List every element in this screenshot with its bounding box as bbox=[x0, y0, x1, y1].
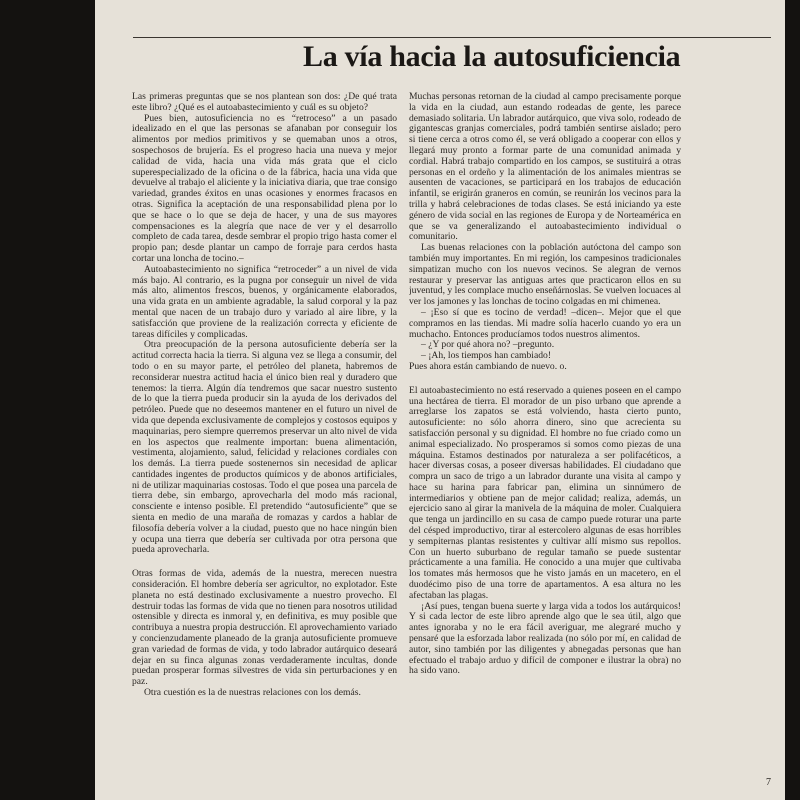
paragraph: Pues ahora están cambiando de nuevo. o. bbox=[409, 360, 567, 372]
paragraph: Otras formas de vida, además de la nuestra, merecen nuestra consideración. El hombre debería ser agricultor, no explotador. Este planeta no está destinado exclusivamente a nuestro provecho. El destruir todas las formas de vida que no tienen para nosotros utilidad ostensible y directa es inmoral y, en definitiva, es muy posible que contribuya a nuestra propia destrucción. El aprovechamiento variado y concienzudamente planeado de la granja autosuficiente promueve gran variedad de formas de vida, y todo labrador autárquico deseará dejar en su finca algunas zonas verdaderamente incultas, donde puedan prosperar formas silvestres de vida sin perturbaciones y en paz. bbox=[132, 568, 397, 688]
page-number: 7 bbox=[766, 777, 771, 788]
dialogue-line: – ¡Ah, los tiempos han cambiado! bbox=[421, 350, 552, 362]
left-column bbox=[132, 92, 397, 792]
page-title: La vía hacia la autosuficiencia bbox=[303, 40, 681, 73]
paragraph: Las buenas relaciones con la población autóctona del campo son también muy importantes. En mi región, los campesinos tradicionales simpatizan mucho con los nuevos vecinos. Se alegran de vernos restaurar y preservar las antiguas artes que practicaron ellos en su juventud, y les complace mucho enseñárnoslas. Se vuelven locuaces al ver los jamones y las lonchas de tocino colgadas en mi chimenea. bbox=[409, 242, 681, 308]
paragraph: Pues bien, autosuficiencia no es “retroceso” a un pasado idealizado en el que las personas se afanaban por conseguir los alimentos por medios primitivos y se quemaban unos a otros, sospechosos de brujería. Es el progreso hacia una nueva y mejor calidad de vida, hacia una vida más grata que el ciclo superespecializado de la oficina o de la fábrica, hacia una vida que devuelve al trabajo el aliciente y la iniciativa diaria, que trae consigo variedad, grandes éxitos en unas ocasiones y enormes fracasos en otras. Significa la aceptación de una responsabilidad plena por lo que se hace o lo que se deja de hacer, y una de sus mayores compensaciones es la alegría que nace de ver y el desarrollo completo de cada tarea, desde sembrar el propio trigo hasta comer el propio pan; desde plantar un campo de forraje para cerdos hasta cortar una loncha de tocino.– bbox=[132, 112, 397, 264]
header-rule bbox=[133, 37, 771, 38]
dialogue-line: – ¡Eso sí que es tocino de verdad! –dicen–. Mejor que el que compramos en las tiendas. Mi madre solía hacerlo cuando yo era un muchacho. Entonces producíamos todos nuestros alimentos. bbox=[409, 306, 681, 340]
paragraph: Muchas personas retornan de la ciudad al campo precisamente porque la vida en la ciudad, aun estando rodeadas de gente, les parece demasiado solitaria. Un labrador autárquico, que viva solo, rodeado de gigantescas granjas comerciales, podrá también sentirse aislado; pero si tiene cerca a otros como él, se verá obligado a cooperar con ellos y llegará muy pronto a formar parte de una comunidad animada y cordial. Habrá trabajo compartido en los campos, se sustituirá a otras personas en el ordeño y la alimentación de los animales mientras se ausenten de vacaciones, se participará en los trabajos de educación infantil, se erigirán graneros en común, se reunirán los vecinos para la trilla y habrá celebraciones de todas clases. Se está iniciando ya este género de vida social en las regiones de Europa y de Norteamérica en que se va generalizando el autoabastecimiento individual o comunitario. bbox=[409, 92, 681, 243]
paragraph: El autoabastecimiento no está reservado a quienes poseen en el campo una hectárea de tierra. El morador de un piso urbano que aprende a arreglarse los zapatos se está volviendo, hasta cierto punto, autosuficiente: no sólo ahorra dinero, sino que acrecienta su satisfacción personal y su dignidad. El hombre no fue criado como un animal especializado. No prosperamos si somos como piezas de una máquina. Estamos destinados por naturaleza a ser polifacéticos, a hacer diversas cosas, a poseer diversas habilidades. El ciudadano que compra un saco de trigo a un labrador durante una visita al campo y hace su harina para fabricar pan, elimina un sinnúmero de intermediarios y obtiene pan de mejor calidad; realiza, además, un ejercicio sano al girar la manivela de la máquina de moler. Cualquiera que tenga un jardincillo en su casa de campo puede roturar una parte del césped improductivo, tirar al estercolero algunas de esas horribles y sempiternas plantas resistentes y cultivar allí mismo sus repollos. Con un huerto suburbano de regular tamaño se puede sustentar prácticamente a una familia. He conocido a una mujer que cultivaba los tomates más hermosos que he visto jamás en un macetero, en el duodécimo piso de una torre de apartamentos. A esa altura no les afectaban las plagas. bbox=[409, 384, 681, 601]
paragraph: Otra preocupación de la persona autosuficiente debería ser la actitud correcta hacia la tierra. Si alguna vez se llega a consumir, del todo o en su mayor parte, el petróleo del planeta, habremos de reconsiderar nuestra actitud hacia el único bien real y duradero que tenemos: la tierra. Algún día tendremos que sacar nuestro sustento de lo que la tierra pueda producir sin la ayuda de los derivados del petróleo. Puede que no deseemos mantener en el futuro un nivel de vida que dependa exclusivamente de complejos y costosos equipos y maquinarias, pero siempre querremos preservar un alto nivel de vida en los aspectos que realmente importan: buena alimentación, vestimenta, alojamiento, salud, felicidad y relaciones cordiales con los demás. La tierra puede sostenernos sin necesidad de aplicar cantidades ingentes de productos químicos y de abonos artificiales, ni de utilizar maquinarias costosas. Todo el que posea una parcela de tierra debe, sin embargo, aprovecharla del modo más racional, consciente e intenso posible. El pretendido “autosuficiente” que se sienta en medio de una maraña de romazas y cardos a hablar de filosofía debería volver a la ciudad, puesto que no hace ningún bien y ocupa una tierra que debería ser cultivada por otra persona que pueda aprovecharla. bbox=[132, 339, 397, 556]
paragraph: Autoabastecimiento no significa “retroceder” a un nivel de vida más bajo. Al contrario, es la pugna por conseguir un nivel de vida más alto, alimentos frescos, buenos, y orgánicamente elaborados, una vida grata en un ambiente agradable, la salud corporal y la paz mental que nacen de un trabajo duro y variado al aire libre, y la satisfacción que proviene de la realización correcta y eficiente de tareas difíciles y complicadas. bbox=[132, 263, 397, 340]
dialogue-line: – ¿Y por qué ahora no? –pregunto. bbox=[421, 339, 555, 351]
paragraph: Las primeras preguntas que se nos plantean son dos: ¿De qué trata este libro? ¿Qué es el autoabastecimiento y cuál es su objeto? bbox=[132, 92, 397, 113]
magazine-page bbox=[95, 0, 785, 800]
right-column bbox=[409, 92, 681, 792]
paragraph: ¡Así pues, tengan buena suerte y larga vida a todos los autárquicos! Y si cada lector de este libro aprende algo que le sea útil, algo que antes ignoraba y no le era fácil averiguar, me alegraré mucho y pensaré que la esforzada labor realizada (no sólo por mí, en calidad de autor, sino también por las diligentes y abnegadas personas que han efectuado el trabajo arduo y difícil de componer e ilustrar la obra) no ha sido vano. bbox=[409, 600, 681, 677]
paragraph: Otra cuestión es la de nuestras relaciones con los demás. bbox=[144, 687, 361, 699]
